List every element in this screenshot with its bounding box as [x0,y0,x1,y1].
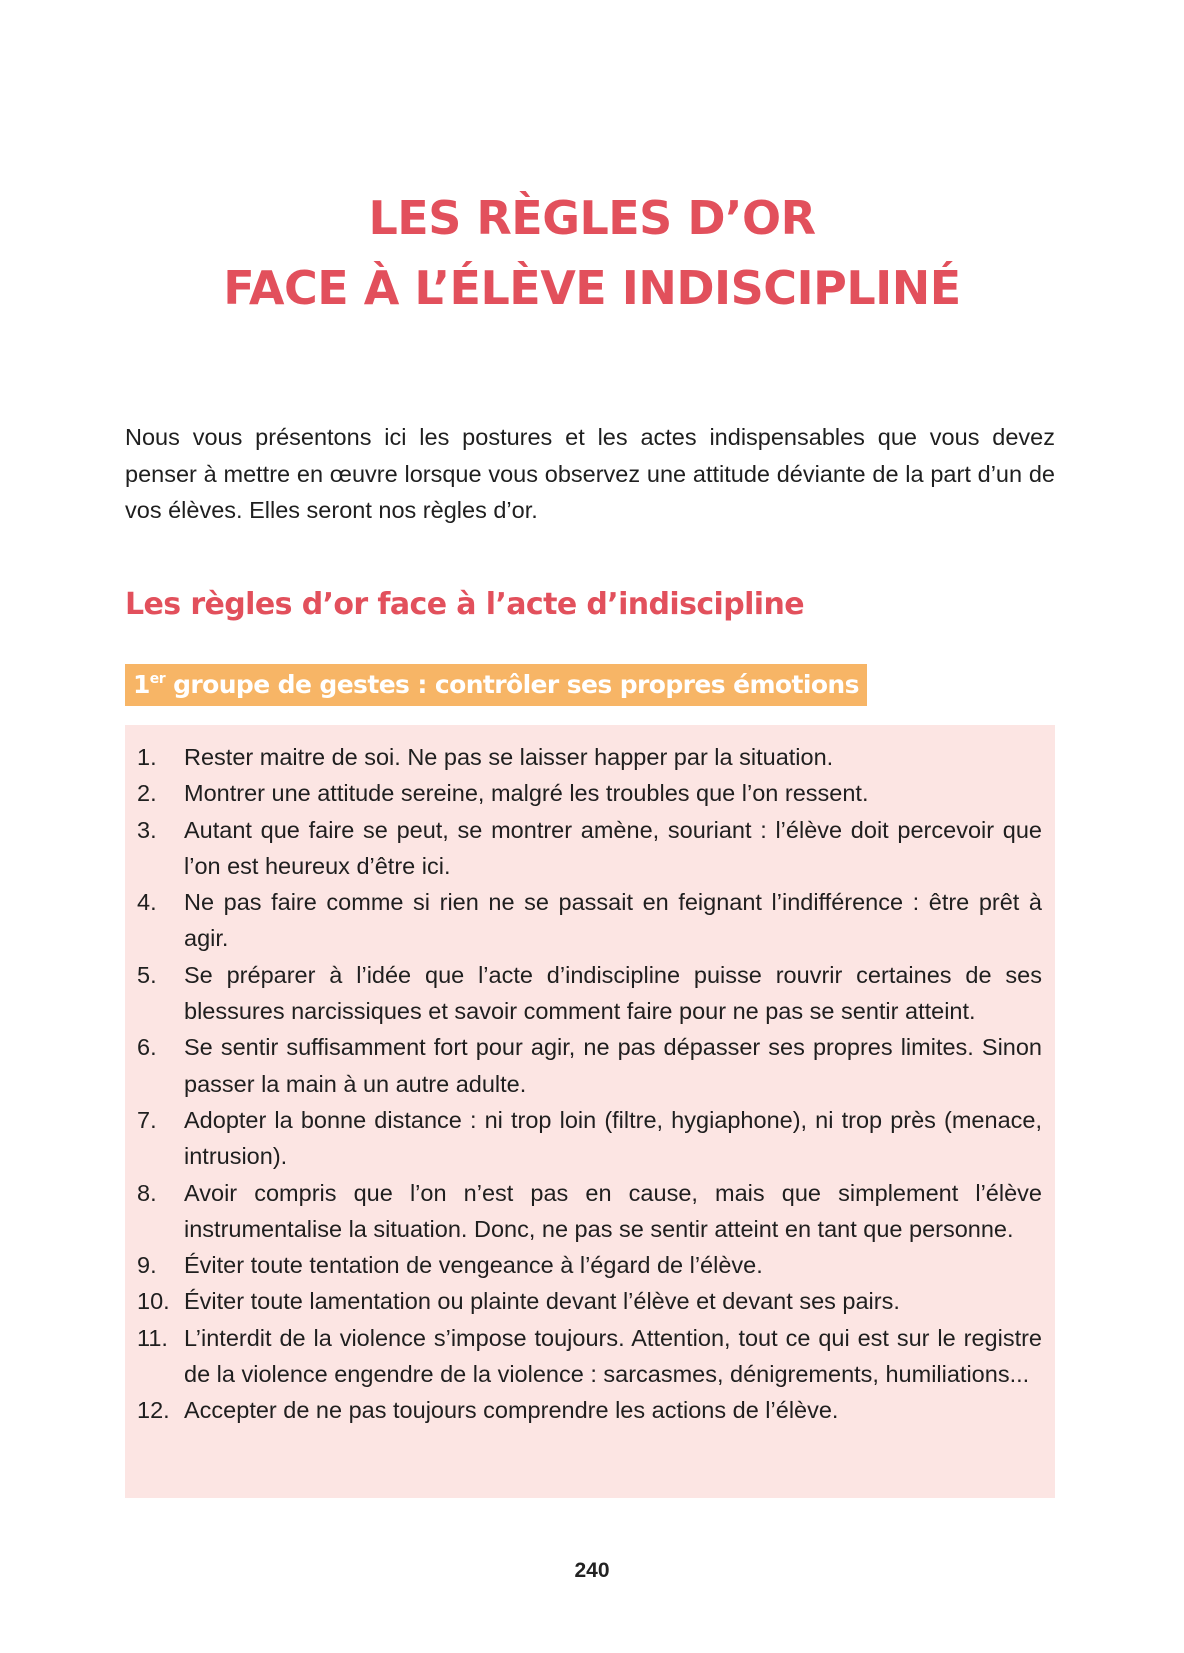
list-item-text: Rester maitre de soi. Ne pas se laisser happer par la situation. [184,744,834,770]
list-item-text: Avoir compris que l’on n’est pas en cause, mais que simplement l’élève instrumentalise la situation. Donc, ne pas se sentir atteint en tant que personne. [184,1179,1042,1242]
list-item-text: L’interdit de la violence s’impose toujours. Attention, tout ce qui est sur le registre de la violence engendre de la violence : sarcasmes, dénigrements, humiliations... [184,1324,1042,1388]
list-item [125,1320,1055,1393]
list-item-text: Accepter de ne pas toujours comprendre les actions de l’élève. [184,1397,839,1424]
group-banner [125,664,867,706]
list-item [125,1392,1055,1428]
list-item-number: 10. [137,1288,170,1315]
list-item-number: 9. [137,1252,157,1279]
group-number-superscript: er [149,671,165,687]
page-title [0,183,1184,323]
list-item [125,1102,1055,1175]
list-item-text: Éviter toute lamentation ou plainte devant l’élève et devant ses pairs. [184,1288,900,1315]
list-item-text: Adopter la bonne distance : ni trop loin (filtre, hygiaphone), ni trop près (menace, intrusion). [184,1106,1042,1170]
page-number: 240 [574,1559,610,1582]
list-item [125,884,1055,957]
page-title-line-2: FACE À L’ÉLÈVE INDISCIPLINÉ [223,261,961,315]
list-item-text: Éviter toute tentation de vengeance à l’égard de l’élève. [184,1252,763,1279]
section-heading: Les règles d’or face à l’acte d’indiscipline [125,587,804,622]
group-label: groupe de gestes : contrôler ses propres émotions [165,670,859,699]
list-item [125,775,1055,811]
list-item [125,1283,1055,1319]
list-item-number: 7. [137,1106,157,1133]
list-item [125,739,1055,775]
list-item-text: Se sentir suffisamment fort pour agir, ne pas dépasser ses propres limites. Sinon passer la main à un autre adulte. [184,1034,1042,1097]
group-number: 1 [133,670,150,699]
list-item-text: Montrer une attitude sereine, malgré les troubles que l’on ressent. [184,780,869,807]
list-item [125,1247,1055,1283]
rules-list [125,739,1055,1429]
list-item [125,1175,1055,1248]
list-item-text: Se préparer à l’idée que l’acte d’indiscipline puisse rouvrir certaines de ses blessures narcissiques et savoir comment faire pour ne pas se sentir atteint. [184,961,1042,1025]
page-title-line-1: LES RÈGLES D’OR [368,191,816,245]
intro-paragraph: Nous vous présentons ici les postures et les actes indispensables que vous devez penser à mettre en œuvre lorsque vous observez une attitude déviante de la part d’un de vos élèves. Elles seront nos règles d’or. [125,424,1055,523]
list-item [125,957,1055,1030]
list-item-number: 11. [137,1324,168,1351]
list-item-number: 1. [137,744,157,770]
list-item [125,1029,1055,1102]
list-item-number: 8. [137,1179,157,1206]
list-item-text: Autant que faire se peut, se montrer amène, souriant : l’élève doit percevoir que l’on est heureux d’être ici. [184,816,1042,879]
rules-box [125,725,1055,1498]
list-item-number: 6. [137,1034,157,1061]
list-item-number: 4. [137,889,157,916]
list-item-text: Ne pas faire comme si rien ne se passait en feignant l’indifférence : être prêt à agir. [184,889,1042,952]
list-item-number: 3. [137,816,157,843]
list-item-number: 2. [137,780,157,807]
list-item-number: 12. [137,1397,170,1424]
list-item [125,812,1055,885]
list-item-number: 5. [137,961,157,988]
